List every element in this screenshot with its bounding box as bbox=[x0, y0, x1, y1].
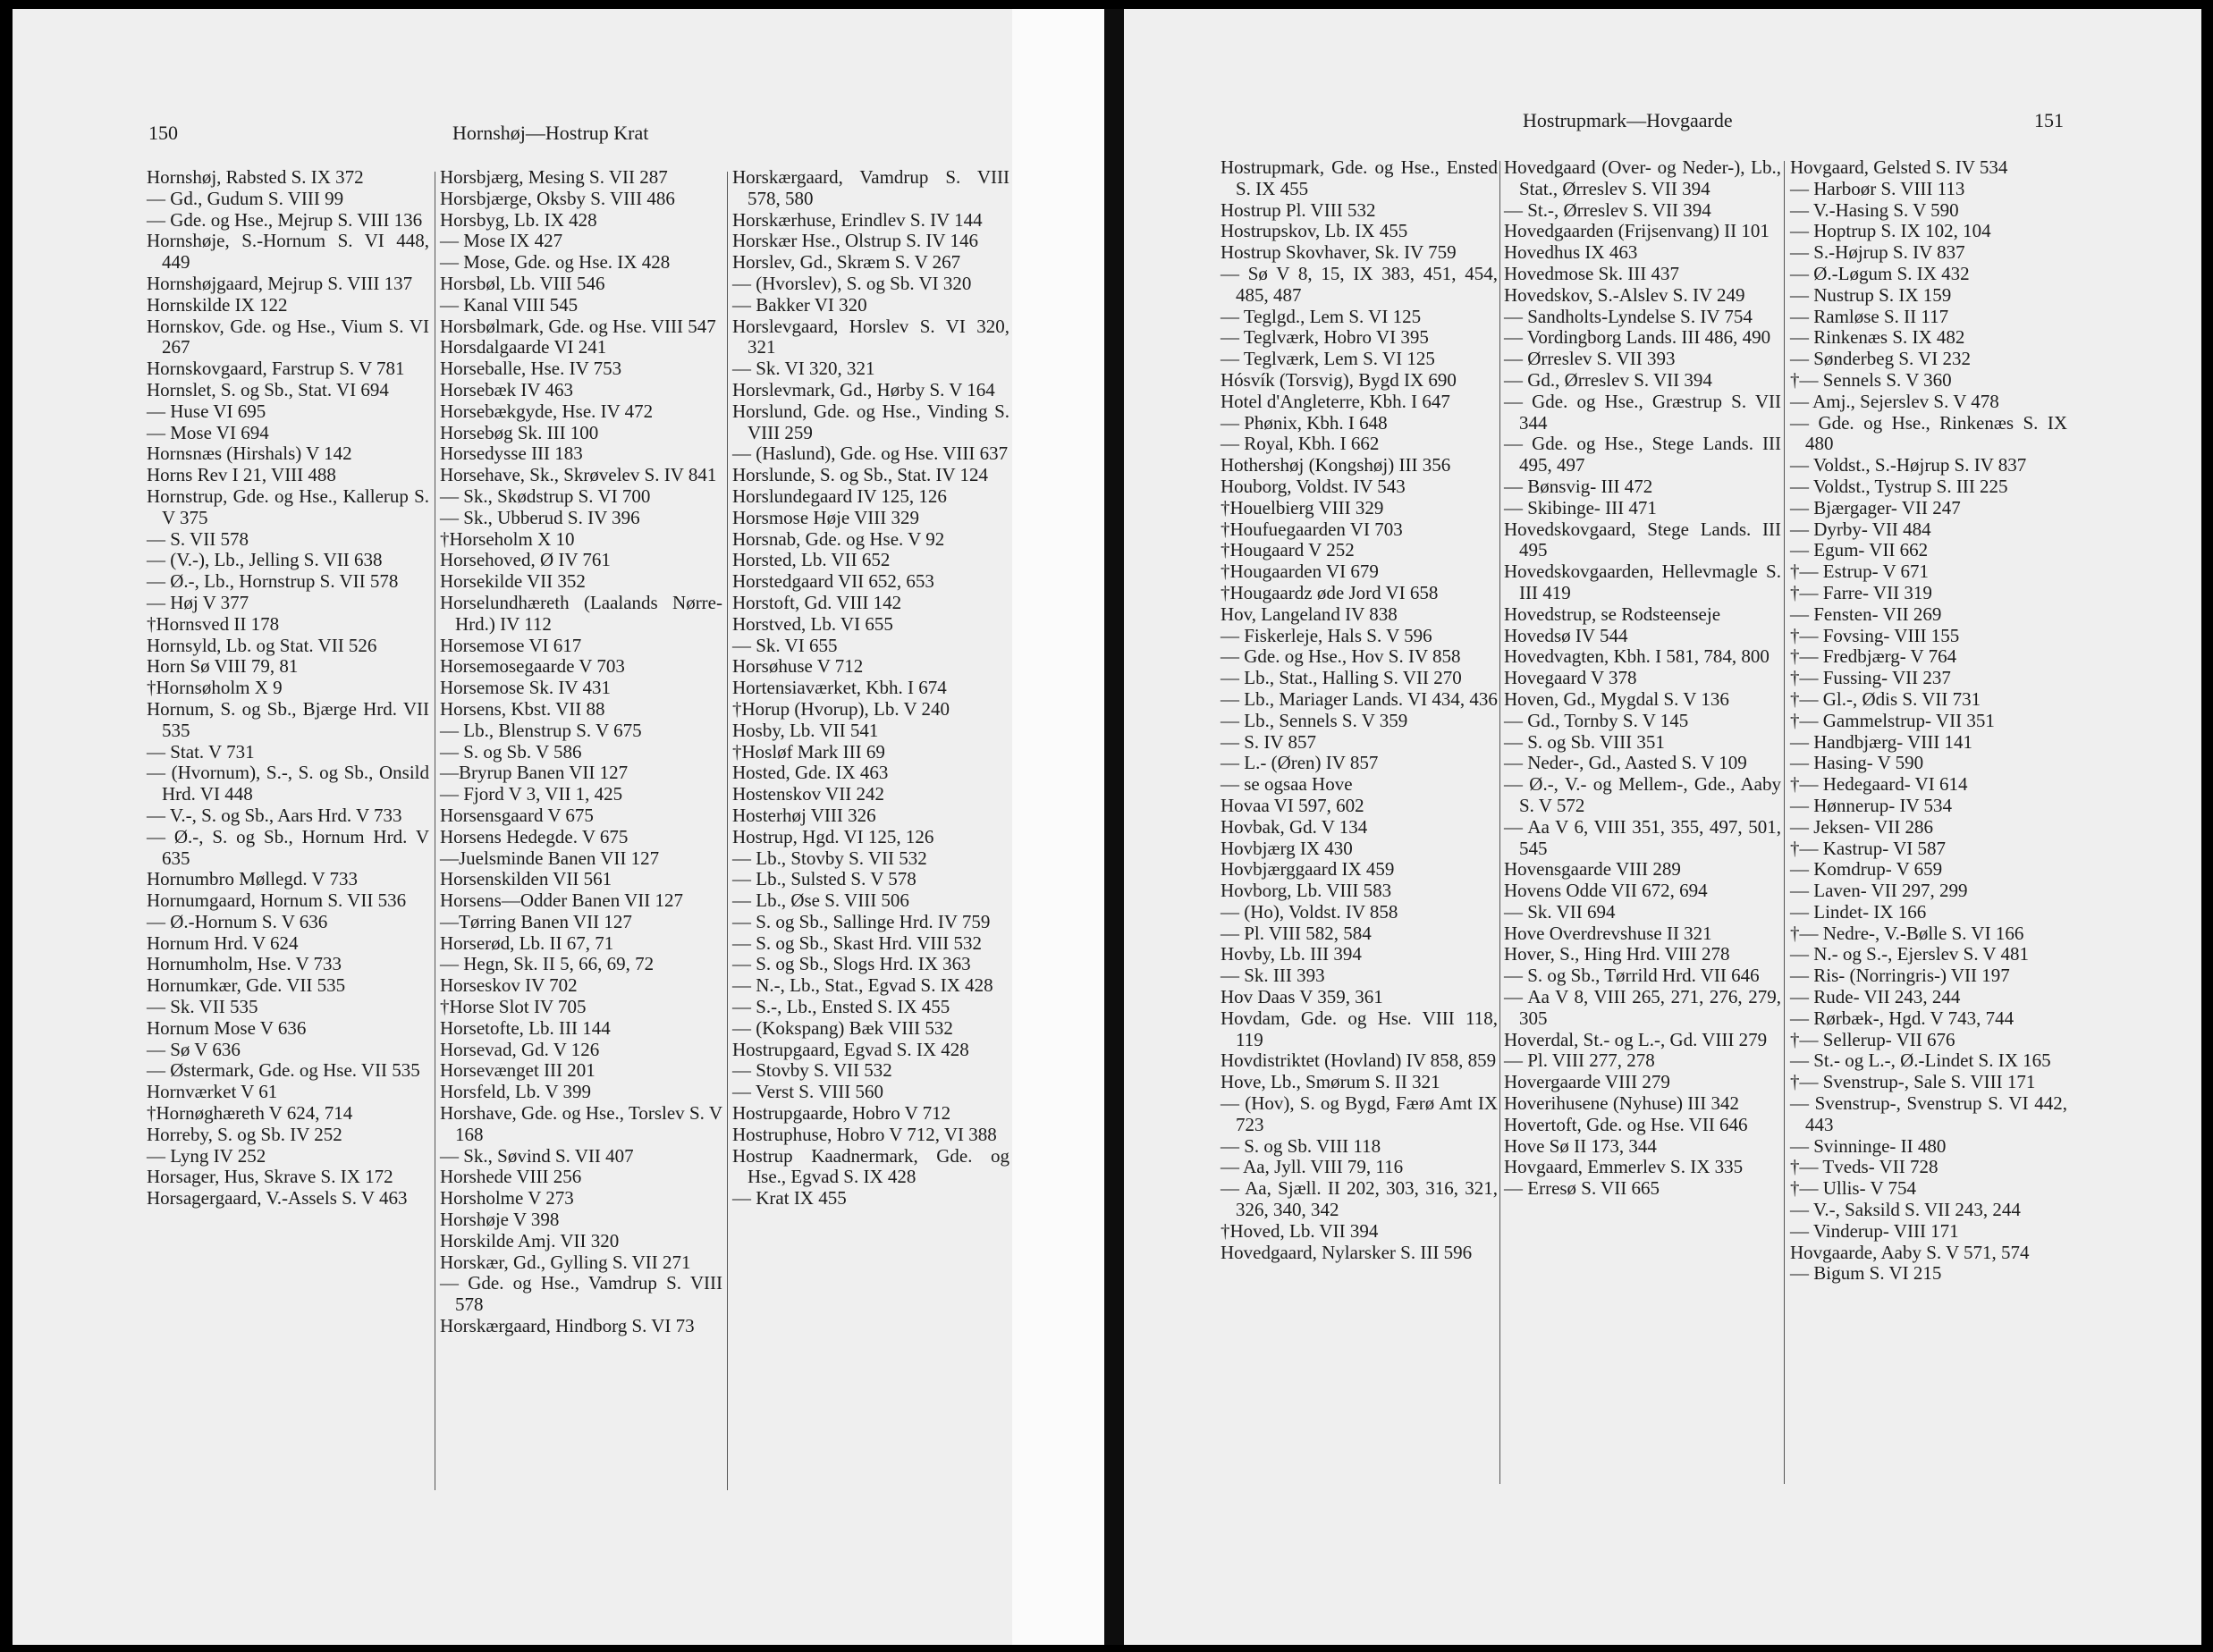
index-entry: Houborg, Voldst. IV 543 bbox=[1221, 475, 1406, 497]
page-gutter bbox=[1104, 9, 1124, 1645]
index-entry: — Nustrup S. IX 159 bbox=[1790, 283, 1952, 306]
index-entry: — Gde. og Hse., Hov S. IV 858 bbox=[1221, 645, 1461, 668]
index-entry: Horsenskilden VII 561 bbox=[440, 868, 612, 890]
index-column bbox=[147, 167, 429, 1210]
index-entry: — L.- (Øren) IV 857 bbox=[1221, 752, 1379, 774]
index-entry: Horshøje V 398 bbox=[440, 1209, 560, 1231]
index-entry: Horsfeld, Lb. V 399 bbox=[440, 1081, 591, 1103]
index-entry: — Aa V 6, VIII 351, 355, 497, 501, 545 bbox=[1504, 815, 1781, 859]
index-entry: Hovedvagten, Kbh. I 581, 784, 800 bbox=[1504, 645, 1770, 668]
index-entry: Horsetofte, Lb. III 144 bbox=[440, 1016, 611, 1039]
index-entry: †Hornøghæreth V 624, 714 bbox=[147, 1102, 353, 1125]
index-entry: †— Fussing- VII 237 bbox=[1790, 667, 1951, 689]
index-entry: — Hasing- V 590 bbox=[1790, 752, 1924, 774]
index-entry: — Hoptrup S. IX 102, 104 bbox=[1790, 220, 1991, 242]
index-entry: Hovedskovgaarden, Hellevmagle S. III 419 bbox=[1504, 560, 1781, 603]
index-entry: Hornshøjgaard, Mejrup S. VIII 137 bbox=[147, 272, 413, 294]
index-column bbox=[1790, 157, 2067, 1285]
index-entry: — Huse VI 695 bbox=[147, 400, 266, 422]
index-entry: —Juelsminde Banen VII 127 bbox=[440, 847, 660, 869]
index-entry: — Mose, Gde. og Hse. IX 428 bbox=[440, 251, 671, 274]
index-entry: Horsøhuse V 712 bbox=[732, 655, 864, 678]
index-entry: Hornumholm, Hse. V 733 bbox=[147, 953, 342, 975]
index-entry: †Hougaardz øde Jord VI 658 bbox=[1221, 581, 1439, 603]
index-entry: Horsholme V 273 bbox=[440, 1187, 574, 1210]
index-entry: — Ø.-, Lb., Hornstrup S. VII 578 bbox=[147, 570, 399, 593]
index-entry: — Erresø S. VII 665 bbox=[1504, 1177, 1660, 1200]
index-entry: — Aa, Jyll. VIII 79, 116 bbox=[1221, 1156, 1404, 1178]
index-entry: †Horseholm X 10 bbox=[440, 527, 575, 550]
index-entry: — Gde. og Hse., Mejrup S. VIII 136 bbox=[147, 208, 423, 231]
index-entry: — V.-Hasing S. V 590 bbox=[1790, 198, 1959, 221]
index-entry: — (V.-), Lb., Jelling S. VII 638 bbox=[147, 549, 383, 571]
index-entry: Horstved, Lb. VI 655 bbox=[732, 612, 893, 635]
index-entry: Hornsyld, Lb. og Stat. VII 526 bbox=[147, 634, 377, 656]
index-entry: Hoven, Gd., Mygdal S. V 136 bbox=[1504, 687, 1729, 710]
index-entry: — Dyrby- VII 484 bbox=[1790, 518, 1931, 540]
index-entry: — Neder-, Gd., Aasted S. V 109 bbox=[1504, 752, 1747, 774]
index-entry: — Krat IX 455 bbox=[732, 1187, 847, 1210]
index-entry: Horstoft, Gd. VIII 142 bbox=[732, 591, 902, 613]
index-entry: — Aa V 8, VIII 265, 271, 276, 279, 305 bbox=[1504, 986, 1781, 1029]
index-entry: — Gd., Tornby S. V 145 bbox=[1504, 709, 1689, 731]
index-entry: Hovgaarde, Aaby S. V 571, 574 bbox=[1790, 1241, 2030, 1263]
index-entry: Hovgaard, Emmerlev S. IX 335 bbox=[1504, 1156, 1744, 1178]
page-number-right: 151 bbox=[2034, 109, 2064, 131]
index-entry: — Voldst., Tystrup S. III 225 bbox=[1790, 475, 2008, 497]
index-entry: Horsehoved, Ø IV 761 bbox=[440, 549, 611, 571]
index-entry: — Ø.-Hornum S. V 636 bbox=[147, 910, 328, 932]
index-entry: Horsens, Kbst. VII 88 bbox=[440, 697, 605, 720]
index-entry: Hornum Mose V 636 bbox=[147, 1016, 307, 1039]
index-entry: †— Svenstrup-, Sale S. VIII 171 bbox=[1790, 1071, 2036, 1093]
index-entry: — Ø.-, S. og Sb., Hornum Hrd. V 635 bbox=[147, 825, 429, 869]
index-entry: — Teglværk, Lem S. VI 125 bbox=[1221, 348, 1435, 370]
index-entry: Hostrupskov, Lb. IX 455 bbox=[1221, 220, 1408, 242]
index-column bbox=[1221, 157, 1498, 1263]
index-entry: — Lb., Mariager Lands. VI 434, 436 bbox=[1221, 687, 1498, 710]
index-entry: Hosted, Gde. IX 463 bbox=[732, 762, 889, 784]
index-entry: — St.- og L.-, Ø.-Lindet S. IX 165 bbox=[1790, 1049, 2051, 1072]
index-entry: Horsens Hedegde. V 675 bbox=[440, 825, 629, 847]
index-entry: — N.- og S.-, Ejerslev S. V 481 bbox=[1790, 943, 2029, 965]
index-entry: — S. og Sb., Skast Hrd. VIII 532 bbox=[732, 931, 983, 954]
index-entry: Horns Rev I 21, VIII 488 bbox=[147, 464, 336, 486]
index-entry: Horshede VIII 256 bbox=[440, 1166, 582, 1188]
index-entry: Hovgaard, Gelsted S. IV 534 bbox=[1790, 156, 2008, 178]
index-entry: — Bigum S. VI 215 bbox=[1790, 1262, 1942, 1285]
index-entry: — Sk. VI 320, 321 bbox=[732, 358, 875, 380]
index-entry: — Mose IX 427 bbox=[440, 230, 563, 252]
index-entry: — Gd., Gudum S. VIII 99 bbox=[147, 187, 344, 209]
column-rule bbox=[727, 172, 728, 1490]
index-entry: Hoverihusene (Nyhuse) III 342 bbox=[1504, 1092, 1740, 1115]
index-entry: — se ogsaa Hove bbox=[1221, 773, 1353, 796]
index-entry: †Hougaarden VI 679 bbox=[1221, 560, 1379, 583]
index-entry: — N.-, Lb., Stat., Egvad S. IX 428 bbox=[732, 974, 993, 997]
index-entry: Hósvík (Torsvig), Bygd IX 690 bbox=[1221, 368, 1457, 391]
index-entry: — Sø V 8, 15, IX 383, 451, 454, 485, 487 bbox=[1221, 262, 1498, 306]
index-entry: — Lindet- IX 166 bbox=[1790, 900, 1927, 923]
index-entry: — Laven- VII 297, 299 bbox=[1790, 880, 1968, 902]
index-entry: Hovborg, Lb. VIII 583 bbox=[1221, 880, 1392, 902]
index-entry: — Sk. VII 694 bbox=[1504, 900, 1616, 923]
index-entry: Horsbøl, Lb. VIII 546 bbox=[440, 272, 605, 294]
index-entry: Horreby, S. og Sb. IV 252 bbox=[147, 1123, 342, 1145]
index-entry: Hovegaard V 378 bbox=[1504, 667, 1637, 689]
index-entry: Horsemose Sk. IV 431 bbox=[440, 677, 611, 699]
index-entry: Hove Overdrevshuse II 321 bbox=[1504, 922, 1712, 944]
index-entry: Hovdam, Gde. og Hse. VIII 118, 119 bbox=[1221, 1007, 1498, 1050]
index-entry: — Komdrup- V 659 bbox=[1790, 858, 1943, 881]
index-entry: — Sk. VII 535 bbox=[147, 996, 258, 1018]
index-entry: — S. og Sb. VIII 118 bbox=[1221, 1134, 1381, 1157]
index-entry: †— Fredbjærg- V 764 bbox=[1790, 645, 1957, 668]
index-entry: Hovedskov, S.-Alslev S. IV 249 bbox=[1504, 283, 1745, 306]
index-entry: Horn Sø VIII 79, 81 bbox=[147, 655, 299, 678]
index-entry: Hornskovgaard, Farstrup S. V 781 bbox=[147, 358, 405, 380]
index-entry: — Skibinge- III 471 bbox=[1504, 496, 1657, 518]
index-entry: Hothershøj (Kongshøj) III 356 bbox=[1221, 454, 1451, 476]
index-entry: — Sø V 636 bbox=[147, 1038, 241, 1060]
index-entry: — S.-Højrup S. IV 837 bbox=[1790, 241, 1965, 264]
index-entry: — Fjord V 3, VII 1, 425 bbox=[440, 783, 623, 805]
index-entry: Hovbjærg IX 430 bbox=[1221, 837, 1353, 859]
index-entry: Hovedsø IV 544 bbox=[1504, 624, 1628, 646]
index-entry: Hover, S., Hing Hrd. VIII 278 bbox=[1504, 943, 1730, 965]
index-entry: Hostrupgaard, Egvad S. IX 428 bbox=[732, 1038, 969, 1060]
index-entry: Horsmose Høje VIII 329 bbox=[732, 506, 919, 528]
index-entry: Horsnab, Gde. og Hse. V 92 bbox=[732, 527, 945, 550]
index-entry: Hornumbro Møllegd. V 733 bbox=[147, 868, 359, 890]
index-entry: — St.-, Ørreslev S. VII 394 bbox=[1504, 198, 1711, 221]
index-entry: Horslevgaard, Horslev S. VI 320, 321 bbox=[732, 315, 1009, 358]
index-entry: Horstedgaard VII 652, 653 bbox=[732, 570, 934, 593]
running-head-left: Hornshøj—Hostrup Krat bbox=[452, 122, 649, 144]
index-entry: Horsemose VI 617 bbox=[440, 634, 582, 656]
index-entry: — Fensten- VII 269 bbox=[1790, 603, 1942, 625]
index-entry: Horsdalgaarde VI 241 bbox=[440, 336, 607, 358]
index-entry: — S. og Sb. VIII 351 bbox=[1504, 730, 1665, 753]
index-entry: Horsebækgyde, Hse. IV 472 bbox=[440, 400, 654, 422]
index-entry: — Amj., Sejerslev S. V 478 bbox=[1790, 390, 1999, 412]
index-entry: — Stovby S. VII 532 bbox=[732, 1059, 892, 1082]
index-entry: Hov Daas V 359, 361 bbox=[1221, 986, 1383, 1008]
index-entry: Horsebæk IV 463 bbox=[440, 378, 573, 400]
index-entry: †Hougaard V 252 bbox=[1221, 539, 1355, 561]
index-entry: Horsager, Hus, Skrave S. IX 172 bbox=[147, 1166, 393, 1188]
index-entry: †— Tveds- VII 728 bbox=[1790, 1156, 1938, 1178]
index-entry: †— Kastrup- VI 587 bbox=[1790, 837, 1947, 859]
index-entry: Horslund, Gde. og Hse., Vinding S. VIII 259 bbox=[732, 400, 1009, 443]
index-entry: Hovedgaard (Over- og Neder-), Lb., Stat., Ørreslev S. VII 394 bbox=[1504, 156, 1781, 199]
index-entry: — Bjærgager- VII 247 bbox=[1790, 496, 1961, 518]
index-entry: Hornumkær, Gde. VII 535 bbox=[147, 974, 346, 997]
index-entry: Hostrupgaarde, Hobro V 712 bbox=[732, 1102, 951, 1125]
index-entry: — Lb., Sulsted S. V 578 bbox=[732, 868, 916, 890]
index-entry: Horskær Hse., Olstrup S. IV 146 bbox=[732, 230, 978, 252]
index-entry: — Bønsvig- III 472 bbox=[1504, 475, 1653, 497]
index-entry: — Sk. VI 655 bbox=[732, 634, 838, 656]
index-entry: — Rinkenæs S. IX 482 bbox=[1790, 326, 1965, 349]
index-entry: Hovedhus IX 463 bbox=[1504, 241, 1638, 264]
index-entry: — Sk., Søvind S. VII 407 bbox=[440, 1144, 634, 1167]
index-column bbox=[440, 167, 722, 1337]
index-entry: Hovaa VI 597, 602 bbox=[1221, 794, 1364, 816]
index-entry: Hostrup Skovhaver, Sk. IV 759 bbox=[1221, 241, 1457, 264]
index-entry: Hovby, Lb. III 394 bbox=[1221, 943, 1362, 965]
index-entry: — Handbjærg- VIII 141 bbox=[1790, 730, 1972, 753]
index-entry: Horsekilde VII 352 bbox=[440, 570, 586, 593]
index-entry: Horskærgaard, Hindborg S. VI 73 bbox=[440, 1315, 695, 1337]
index-entry: Horskær, Gd., Gylling S. VII 271 bbox=[440, 1251, 691, 1273]
index-entry: Hovedgaarden (Frijsenvang) II 101 bbox=[1504, 220, 1770, 242]
index-entry: — Ramløse S. II 117 bbox=[1790, 305, 1949, 327]
index-entry: — S. og Sb., Slogs Hrd. IX 363 bbox=[732, 953, 971, 975]
index-entry: — Teglgd., Lem S. VI 125 bbox=[1221, 305, 1422, 327]
index-entry: †— Ullis- V 754 bbox=[1790, 1177, 1916, 1200]
index-entry: Horslundegaard IV 125, 126 bbox=[732, 485, 947, 507]
index-entry: †Houfuegaarden VI 703 bbox=[1221, 518, 1403, 540]
index-entry: — Kanal VIII 545 bbox=[440, 293, 579, 316]
index-entry: †Horup (Hvorup), Lb. V 240 bbox=[732, 697, 950, 720]
index-entry: †— Gl.-, Ødis S. VII 731 bbox=[1790, 687, 1981, 710]
index-entry: — Ris- (Norringris-) VII 197 bbox=[1790, 965, 2010, 987]
index-entry: — Aa, Sjæll. II 202, 303, 316, 321, 326, 340, 342 bbox=[1221, 1177, 1498, 1221]
index-entry: Hornum, S. og Sb., Bjærge Hrd. VII 535 bbox=[147, 697, 429, 741]
index-entry: — Lb., Blenstrup S. V 675 bbox=[440, 719, 642, 741]
index-entry: Horsensgaard V 675 bbox=[440, 804, 594, 826]
index-entry: — S. og Sb., Sallinge Hrd. IV 759 bbox=[732, 910, 991, 932]
left-page bbox=[13, 9, 1012, 1645]
index-entry: Hornværket V 61 bbox=[147, 1081, 278, 1103]
running-head-right: Hostrupmark—Hovgaarde bbox=[1523, 109, 1733, 131]
index-entry: — Jeksen- VII 286 bbox=[1790, 815, 1934, 838]
index-entry: Hoverdal, St.- og L.-, Gd. VIII 279 bbox=[1504, 1028, 1768, 1050]
index-entry: — Svinninge- II 480 bbox=[1790, 1134, 1947, 1157]
index-entry: — V.-, Saksild S. VII 243, 244 bbox=[1790, 1199, 2021, 1221]
index-entry: †— Hedegaard- VI 614 bbox=[1790, 773, 1968, 796]
index-entry: — (Haslund), Gde. og Hse. VIII 637 bbox=[732, 442, 1009, 465]
index-entry: Hosby, Lb. VII 541 bbox=[732, 719, 879, 741]
index-entry: Horsedysse III 183 bbox=[440, 442, 583, 465]
index-entry: — Pl. VIII 582, 584 bbox=[1221, 922, 1372, 944]
index-entry: Horslunde, S. og Sb., Stat. IV 124 bbox=[732, 464, 989, 486]
index-entry: †— Gammelstrup- VII 351 bbox=[1790, 709, 1995, 731]
index-entry: Hostrupmark, Gde. og Hse., Ensted S. IX 455 bbox=[1221, 156, 1498, 199]
index-entry: Horsemosegaarde V 703 bbox=[440, 655, 625, 678]
index-entry: — Egum- VII 662 bbox=[1790, 539, 1929, 561]
index-entry: †— Sellerup- VII 676 bbox=[1790, 1028, 1955, 1050]
index-entry: — Royal, Kbh. I 662 bbox=[1221, 433, 1380, 455]
column-rule bbox=[1499, 161, 1500, 1484]
right-page bbox=[1124, 9, 2201, 1645]
index-entry: Hornstrup, Gde. og Hse., Kallerup S. V 375 bbox=[147, 485, 429, 528]
index-entry: — Vinderup- VIII 171 bbox=[1790, 1219, 1959, 1242]
index-entry: Hornskilde IX 122 bbox=[147, 293, 288, 316]
index-entry: Hornslet, S. og Sb., Stat. VI 694 bbox=[147, 378, 389, 400]
index-entry: — S. og Sb., Tørrild Hrd. VII 646 bbox=[1504, 965, 1760, 987]
index-entry: Horshave, Gde. og Hse., Torslev S. V 168 bbox=[440, 1102, 722, 1145]
index-entry: Hornshøj, Rabsted S. IX 372 bbox=[147, 166, 364, 188]
index-entry: Horseskov IV 702 bbox=[440, 974, 578, 997]
index-entry: Horsagergaard, V.-Assels S. V 463 bbox=[147, 1187, 408, 1210]
index-entry: Hovdistriktet (Hovland) IV 858, 859 bbox=[1221, 1049, 1497, 1072]
index-column bbox=[732, 167, 1009, 1210]
index-entry: Hotel d'Angleterre, Kbh. I 647 bbox=[1221, 390, 1450, 412]
index-entry: — Lb., Sennels S. V 359 bbox=[1221, 709, 1408, 731]
index-entry: Horsehave, Sk., Skrøvelev S. IV 841 bbox=[440, 464, 717, 486]
index-entry: — (Hvornum), S.-, S. og Sb., Onsild Hrd. VI 448 bbox=[147, 762, 429, 805]
index-entry: Horseballe, Hse. IV 753 bbox=[440, 358, 622, 380]
index-entry: Horsebøg Sk. III 100 bbox=[440, 421, 599, 443]
index-entry: Horslevmark, Gd., Hørby S. V 164 bbox=[732, 378, 995, 400]
index-entry: — S. og Sb. V 586 bbox=[440, 740, 582, 763]
index-entry: — S.-, Lb., Ensted S. IX 455 bbox=[732, 996, 950, 1018]
index-entry: — Harboør S. VIII 113 bbox=[1790, 177, 1965, 199]
index-entry: Hovergaarde VIII 279 bbox=[1504, 1071, 1670, 1093]
index-entry: Hovertoft, Gde. og Hse. VII 646 bbox=[1504, 1113, 1748, 1135]
index-entry: Hornsnæs (Hirshals) V 142 bbox=[147, 442, 352, 465]
index-entry: Horskærhuse, Erindlev S. IV 144 bbox=[732, 208, 983, 231]
index-entry: †— Farre- VII 319 bbox=[1790, 581, 1932, 603]
index-entry: Horslev, Gd., Skræm S. V 267 bbox=[732, 251, 961, 274]
index-entry: Hovensgaarde VIII 289 bbox=[1504, 858, 1681, 881]
index-entry: †— Fovsing- VIII 155 bbox=[1790, 624, 1960, 646]
index-entry: — Sandholts-Lyndelse S. IV 754 bbox=[1504, 305, 1753, 327]
index-entry: †— Nedre-, V.-Bølle S. VI 166 bbox=[1790, 922, 2024, 944]
index-entry: — Svenstrup-, Svenstrup S. VI 442, 443 bbox=[1790, 1092, 2067, 1135]
index-entry: Hornum Hrd. V 624 bbox=[147, 931, 299, 954]
index-entry: — Ø.-Løgum S. IX 432 bbox=[1790, 262, 1970, 284]
index-entry: Horskærgaard, Vamdrup S. VIII 578, 580 bbox=[732, 166, 1009, 209]
index-entry: — Gde. og Hse., Vamdrup S. VIII 578 bbox=[440, 1272, 722, 1316]
index-entry: Hornshøje, S.-Hornum S. VI 448, 449 bbox=[147, 230, 429, 274]
index-entry: — Høj V 377 bbox=[147, 591, 249, 613]
index-entry: — S. VII 578 bbox=[147, 527, 249, 550]
index-entry: †Hoved, Lb. VII 394 bbox=[1221, 1219, 1379, 1242]
index-entry: — S. IV 857 bbox=[1221, 730, 1316, 753]
index-entry: — Gde. og Hse., Græstrup S. VII 344 bbox=[1504, 390, 1781, 434]
index-entry: †Hornsved II 178 bbox=[147, 612, 280, 635]
index-entry: Horserød, Lb. II 67, 71 bbox=[440, 931, 614, 954]
index-entry: — (Kokspang) Bæk VIII 532 bbox=[732, 1016, 953, 1039]
index-entry: Horsted, Lb. VII 652 bbox=[732, 549, 891, 571]
index-entry: — Lb., Stovby S. VII 532 bbox=[732, 847, 927, 869]
index-entry: Hovedskovgaard, Stege Lands. III 495 bbox=[1504, 518, 1781, 561]
index-entry: Horsbyg, Lb. IX 428 bbox=[440, 208, 597, 231]
index-entry: — V.-, S. og Sb., Aars Hrd. V 733 bbox=[147, 804, 402, 826]
index-entry: — Bakker VI 320 bbox=[732, 293, 867, 316]
index-entry: — Gde. og Hse., Rinkenæs S. IX 480 bbox=[1790, 411, 2067, 455]
index-entry: — Hønnerup- IV 534 bbox=[1790, 794, 1953, 816]
index-entry: — Ø.-, V.- og Mellem-, Gde., Aaby S. V 572 bbox=[1504, 773, 1781, 816]
index-entry: — Fiskerleje, Hals S. V 596 bbox=[1221, 624, 1432, 646]
index-entry: †Houelbierg VIII 329 bbox=[1221, 496, 1384, 518]
index-entry: Hove Sø II 173, 344 bbox=[1504, 1134, 1657, 1157]
index-entry: — Sk., Ubberud S. IV 396 bbox=[440, 506, 640, 528]
index-entry: Hostrup Kaadnermark, Gde. og Hse., Egvad S. IX 428 bbox=[732, 1144, 1009, 1188]
index-entry: Hostrup Pl. VIII 532 bbox=[1221, 198, 1376, 221]
index-entry: — Gde. og Hse., Stege Lands. III 495, 497 bbox=[1504, 433, 1781, 476]
index-entry: — Østermark, Gde. og Hse. VII 535 bbox=[147, 1059, 420, 1082]
index-entry: †Horse Slot IV 705 bbox=[440, 996, 587, 1018]
index-entry: Horsbølmark, Gde. og Hse. VIII 547 bbox=[440, 315, 716, 337]
index-entry: — Gd., Ørreslev S. VII 394 bbox=[1504, 368, 1712, 391]
index-entry: Hovedgaard, Nylarsker S. III 596 bbox=[1221, 1241, 1473, 1263]
index-entry: — Phønix, Kbh. I 648 bbox=[1221, 411, 1388, 434]
index-entry: †Hosløf Mark III 69 bbox=[732, 740, 885, 763]
index-entry: Hostenskov VII 242 bbox=[732, 783, 884, 805]
index-entry: Hovbjærggaard IX 459 bbox=[1221, 858, 1395, 881]
index-entry: — (Hov), S. og Bygd, Færø Amt IX 723 bbox=[1221, 1092, 1498, 1135]
index-entry: Horsevænget III 201 bbox=[440, 1059, 595, 1082]
index-entry: Hove, Lb., Smørum S. II 321 bbox=[1221, 1071, 1440, 1093]
index-entry: Hornumgaard, Hornum S. VII 536 bbox=[147, 889, 407, 912]
index-entry: Horsbjærge, Oksby S. VIII 486 bbox=[440, 187, 675, 209]
index-entry: — Rude- VII 243, 244 bbox=[1790, 986, 1961, 1008]
index-entry: — Voldst., S.-Højrup S. IV 837 bbox=[1790, 454, 2027, 476]
index-entry: Horsens—Odder Banen VII 127 bbox=[440, 889, 683, 912]
index-entry: — Vordingborg Lands. III 486, 490 bbox=[1504, 326, 1771, 349]
index-entry: — Teglværk, Hobro VI 395 bbox=[1221, 326, 1429, 349]
index-entry: Horselundhæreth (Laalands Nørre-Hrd.) IV 112 bbox=[440, 591, 722, 635]
index-entry: —Tørring Banen VII 127 bbox=[440, 910, 632, 932]
index-entry: — (Ho), Voldst. IV 858 bbox=[1221, 900, 1398, 923]
index-entry: — Hegn, Sk. II 5, 66, 69, 72 bbox=[440, 953, 655, 975]
index-entry: — Pl. VIII 277, 278 bbox=[1504, 1049, 1655, 1072]
index-entry: Hostruphuse, Hobro V 712, VI 388 bbox=[732, 1123, 997, 1145]
index-entry: †Hornsøholm X 9 bbox=[147, 677, 283, 699]
index-entry: †— Estrup- V 671 bbox=[1790, 560, 1929, 583]
index-entry: — Ørreslev S. VII 393 bbox=[1504, 348, 1676, 370]
index-entry: Hovens Odde VII 672, 694 bbox=[1504, 880, 1708, 902]
index-entry: Hostrup, Hgd. VI 125, 126 bbox=[732, 825, 934, 847]
index-entry: Horsbjærg, Mesing S. VII 287 bbox=[440, 166, 668, 188]
column-rule bbox=[1784, 161, 1785, 1484]
index-entry: — Lb., Øse S. VIII 506 bbox=[732, 889, 909, 912]
index-entry: — Rørbæk-, Hgd. V 743, 744 bbox=[1790, 1007, 2015, 1029]
index-entry: — Lb., Stat., Halling S. VII 270 bbox=[1221, 667, 1462, 689]
index-entry: —Bryrup Banen VII 127 bbox=[440, 762, 629, 784]
index-entry: Hosterhøj VIII 326 bbox=[732, 804, 876, 826]
index-entry: Horskilde Amj. VII 320 bbox=[440, 1229, 620, 1252]
index-column bbox=[1504, 157, 1781, 1200]
index-entry: †— Sennels S. V 360 bbox=[1790, 368, 1952, 391]
index-entry: — Sønderbeg S. VI 232 bbox=[1790, 348, 1972, 370]
index-entry: — Mose VI 694 bbox=[147, 421, 269, 443]
index-entry: Hovedstrup, se Rodsteenseje bbox=[1504, 603, 1721, 625]
index-entry: Hortensiaværket, Kbh. I 674 bbox=[732, 677, 947, 699]
index-entry: — Stat. V 731 bbox=[147, 740, 255, 763]
index-entry: Hovedmose Sk. III 437 bbox=[1504, 262, 1679, 284]
page-gutter bbox=[1012, 9, 1104, 1645]
index-entry: Hov, Langeland IV 838 bbox=[1221, 603, 1398, 625]
index-entry: — Verst S. VIII 560 bbox=[732, 1081, 883, 1103]
index-entry: Hovbak, Gd. V 134 bbox=[1221, 815, 1368, 838]
index-entry: Horsevad, Gd. V 126 bbox=[440, 1038, 600, 1060]
index-entry: — (Hvorslev), S. og Sb. VI 320 bbox=[732, 272, 972, 294]
index-entry: — Sk., Skødstrup S. VI 700 bbox=[440, 485, 651, 507]
index-entry: — Sk. III 393 bbox=[1221, 965, 1325, 987]
index-entry: — Lyng IV 252 bbox=[147, 1144, 266, 1167]
index-entry: Hornskov, Gde. og Hse., Vium S. VI 267 bbox=[147, 315, 429, 358]
page-number-left: 150 bbox=[148, 122, 178, 144]
